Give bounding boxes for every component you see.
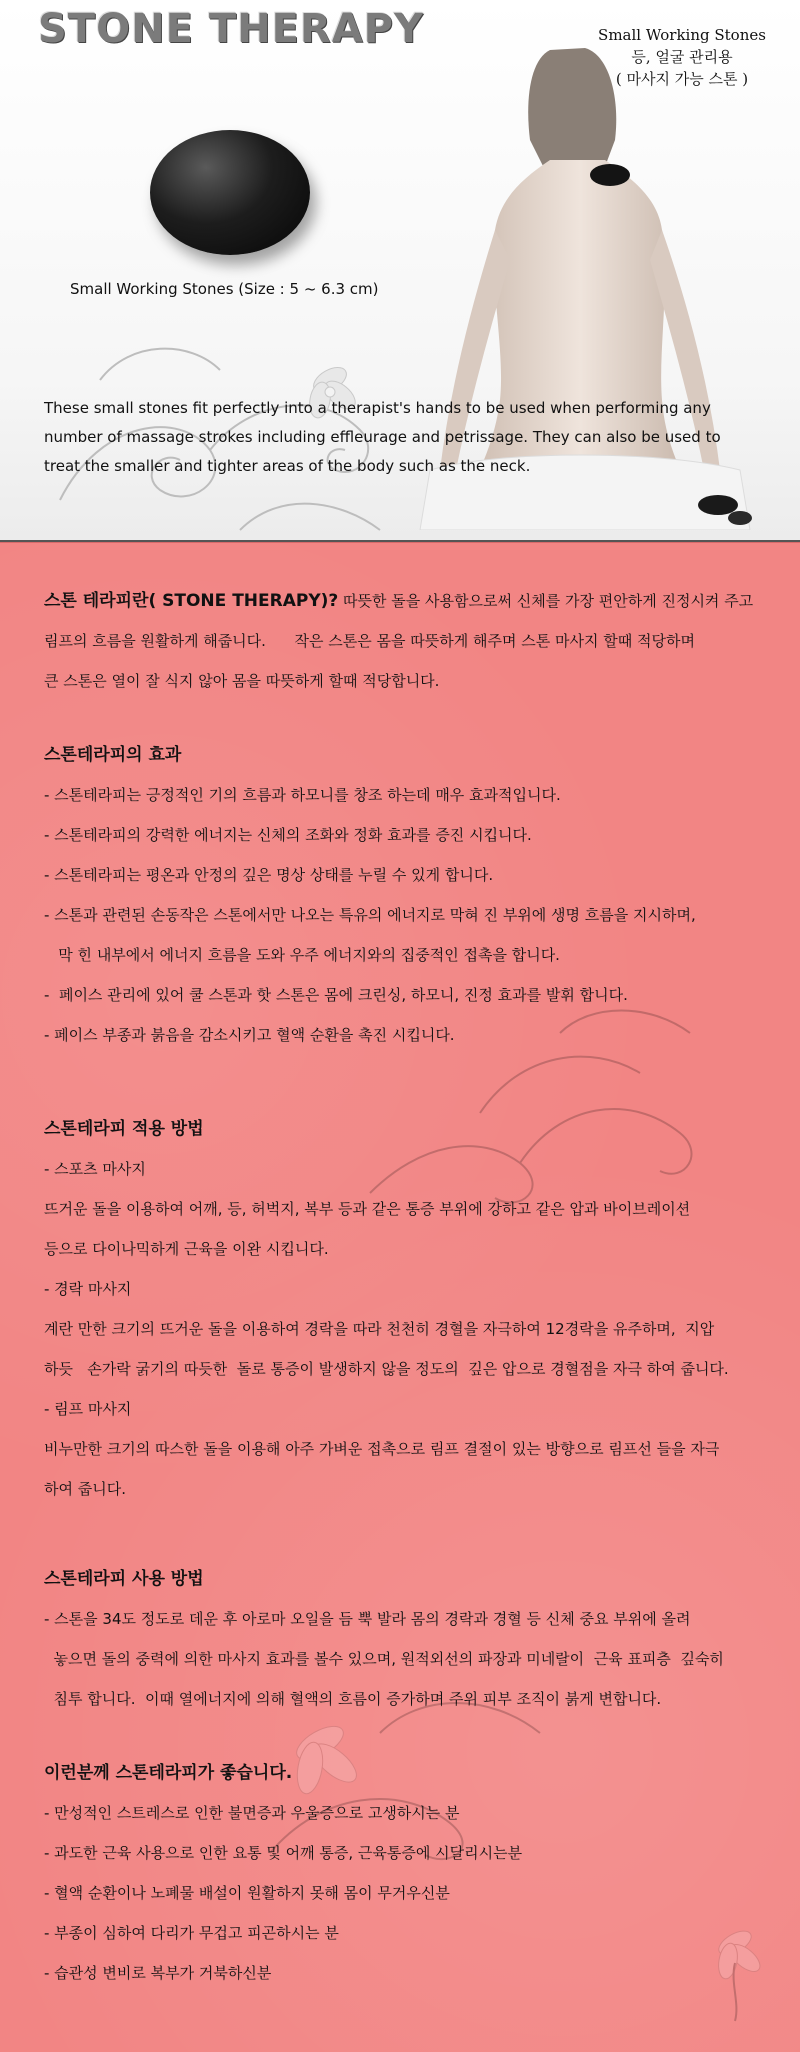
methods-item: - 림프 마사지 — [44, 1400, 132, 1418]
effects-item: - 페이스 관리에 있어 쿨 스톤과 핫 스톤은 몸에 크린싱, 하모니, 진정 효과를 발휘 합니다. — [44, 986, 628, 1004]
effects-item: - 스톤테라피는 평온과 안정의 깊은 명상 상태를 누릴 수 있게 합니다. — [44, 866, 494, 884]
methods-item: 하듯 손가락 굵기의 따듯한 돌로 통증이 발생하지 않을 정도의 깊은 압으로 경혈점을 자극 하여 줍니다. — [44, 1360, 729, 1378]
methods-block — [44, 1109, 764, 1509]
stone-type-label — [582, 24, 782, 90]
black-stone-image — [150, 130, 310, 255]
usage-item: 침투 합니다. 이때 열에너지에 의해 혈액의 흐름이 증가하며 주위 피부 조직이 붉게 변합니다. — [44, 1690, 662, 1708]
effects-item: - 스톤과 관련된 손동작은 스톤에서만 나오는 특유의 에너지로 막혀 진 부위에 생명 흐름을 지시하며, — [44, 906, 696, 924]
methods-item: - 스포츠 마사지 — [44, 1160, 146, 1178]
usage-item: 놓으면 돌의 중력에 의한 마사지 효과를 볼수 있으며, 원적외선의 파장과 미네랄이 근육 표피층 깊숙히 — [44, 1650, 724, 1668]
intro-line-3: 큰 스톤은 열이 잘 식지 않아 몸을 따뜻하게 할때 적당합니다. — [44, 672, 440, 690]
effects-item: - 스톤테라피의 강력한 에너지는 신체의 조화와 정화 효과를 증진 시킵니다. — [44, 826, 532, 844]
usage-item: - 스톤을 34도 정도로 데운 후 아로마 오일을 듬 뿍 발라 몸의 경락과 경혈 등 신체 중요 부위에 올려 — [44, 1610, 691, 1628]
effects-item: 막 힌 내부에서 에너지 흐름을 도와 우주 에너지와의 집중적인 접촉을 합니다. — [44, 946, 560, 964]
methods-item: 비누만한 크기의 따스한 돌을 이용해 아주 가벼운 접촉으로 림프 결절이 있는 방향으로 림프선 들을 자극 — [44, 1440, 720, 1458]
effects-item: - 스톤테라피는 긍정적인 기의 흐름과 하모니를 창조 하는데 매우 효과적입니다. — [44, 786, 561, 804]
recommend-item: - 혈액 순환이나 노폐물 배설이 원활하지 못해 몸이 무거우신분 — [44, 1884, 450, 1902]
recommend-block — [44, 1753, 764, 1993]
recommend-item: - 만성적인 스트레스로 인한 불면증과 우울증으로 고생하시는 분 — [44, 1804, 460, 1822]
methods-heading: 스톤테라피 적용 방법 — [44, 1119, 204, 1139]
stone-size-caption: Small Working Stones (Size : 5 ~ 6.3 cm) — [70, 280, 379, 298]
stone-type-line-2: 등, 얼굴 관리용 — [631, 48, 733, 66]
usage-heading: 스톤테라피 사용 방법 — [44, 1569, 204, 1589]
product-description: These small stones fit perfectly into a therapist's hands to be used when performing any number of massage strokes including effleurage and petrissage. They can also be used to treat the smaller and tighter areas of the body such as the neck. — [44, 399, 721, 475]
recommend-item: - 습관성 변비로 복부가 거북하신분 — [44, 1964, 272, 1982]
intro-block — [44, 581, 764, 701]
product-banner — [0, 0, 800, 542]
methods-item: 하여 줍니다. — [44, 1480, 126, 1498]
stone-type-line-3: ( 마사지 가능 스톤 ) — [615, 70, 749, 88]
page-title: STONE THERAPY — [38, 6, 424, 52]
methods-item: - 경락 마사지 — [44, 1280, 132, 1298]
intro-line-2: 림프의 흐름을 원활하게 해줍니다. 작은 스톤은 몸을 따뜻하게 해주며 스톤 마사지 할때 적당하며 — [44, 632, 695, 650]
info-section — [0, 542, 800, 2052]
methods-item: 뜨거운 돌을 이용하여 어깨, 등, 허벅지, 복부 등과 같은 통증 부위에 강하고 같은 압과 바이브레이션 — [44, 1200, 691, 1218]
intro-title: 스톤 테라피란( STONE THERAPY)? — [44, 591, 339, 611]
effects-item: - 페이스 부종과 붉음을 감소시키고 혈액 순환을 촉진 시킵니다. — [44, 1026, 455, 1044]
effects-heading: 스톤테라피의 효과 — [44, 745, 182, 765]
recommend-item: - 부종이 심하여 다리가 무겁고 피곤하시는 분 — [44, 1924, 339, 1942]
effects-block — [44, 735, 764, 1055]
intro-line-1 — [44, 581, 764, 621]
methods-item: 계란 만한 크기의 뜨거운 돌을 이용하여 경락을 따라 천천히 경혈을 자극하여 12경락을 유주하며, 지압 — [44, 1320, 715, 1338]
methods-item: 등으로 다이나믹하게 근육을 이완 시킵니다. — [44, 1240, 329, 1258]
intro-text-1: 따뜻한 돌을 사용함으로써 신체를 가장 편안하게 진정시켜 주고 — [338, 592, 754, 610]
recommend-item: - 과도한 근육 사용으로 인한 요통 및 어깨 통증, 근육통증에 시달리시는분 — [44, 1844, 523, 1862]
usage-block — [44, 1559, 764, 1719]
stone-type-line-1: Small Working Stones — [598, 26, 766, 44]
recommend-heading: 이런분께 스톤테라피가 좋습니다. — [44, 1763, 293, 1783]
